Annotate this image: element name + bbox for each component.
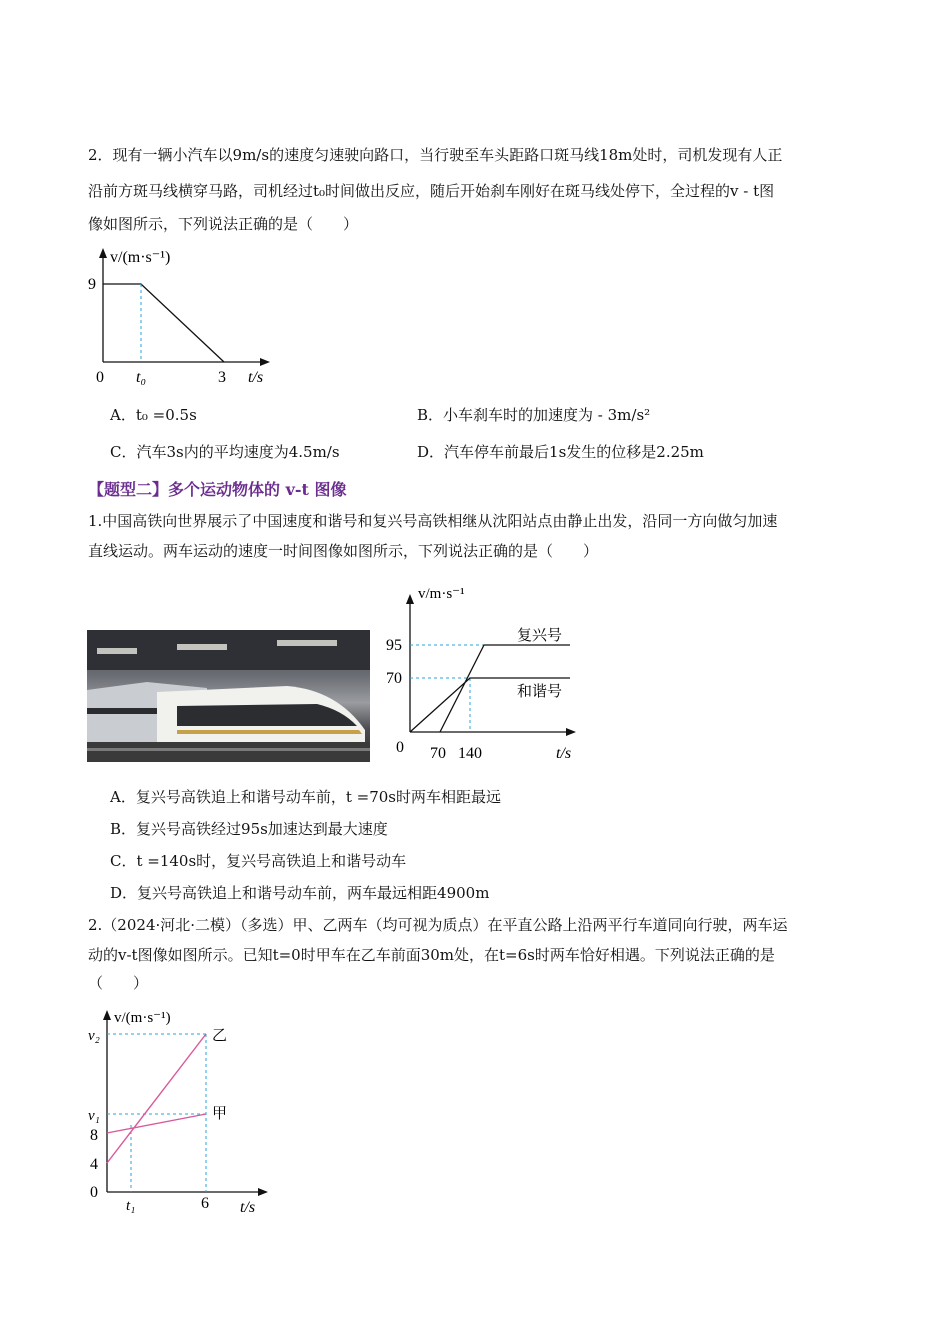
cars-ytick-8: 8 — [90, 1127, 98, 1144]
q2-option-b[interactable]: B．小车刹车时的加速度为 - 3m/s² — [417, 406, 651, 424]
q2-y-arrow — [99, 248, 107, 258]
q2-1-option-a[interactable]: A．复兴号高铁追上和谐号动车前，t =70s时两车相距最远 — [110, 788, 501, 806]
trains-vt-graph — [380, 580, 590, 770]
q2-1-option-c[interactable]: C．t =140s时，复兴号高铁追上和谐号动车 — [110, 852, 407, 870]
cars-jia-line — [107, 1114, 206, 1133]
cars-xlabel: t/s — [240, 1199, 256, 1216]
train-illustration — [87, 630, 370, 762]
q2-xtick-3: 3 — [218, 369, 226, 386]
q2-ylabel: v/(m·s⁻¹) — [110, 249, 171, 266]
cars-ytick-v2: v₂ — [88, 1028, 100, 1044]
trains-label-fuxing: 复兴号 — [517, 628, 563, 644]
trains-label-hexie: 和谐号 — [517, 684, 563, 700]
q2-2-text-line3: （ ） — [88, 974, 149, 992]
q2-2-text-line2: 动的v-t图像如图所示。已知t=0时甲车在乙车前面30m处，在t=6s时两车恰好相遇。下列说法正确的是 — [88, 946, 775, 964]
q2-text-line2: 沿前方斑马线横穿马路，司机经过t₀时间做出反应，随后开始刹车刚好在斑马线处停下，全过程的v - t图 — [88, 182, 775, 200]
trains-xtick-140: 140 — [458, 745, 482, 762]
q2-vt-graph — [80, 240, 280, 390]
cars-xtick-6: 6 — [201, 1195, 209, 1212]
q2-x-arrow — [260, 358, 270, 366]
q2-option-a[interactable]: A．t₀ =0.5s — [110, 406, 197, 424]
cars-y-arrow — [103, 1010, 111, 1020]
cars-vt-graph — [80, 1000, 280, 1220]
section-heading: 【题型二】多个运动物体的 v-t 图像 — [88, 480, 347, 499]
trains-ytick-70: 70 — [386, 670, 402, 687]
cars-ytick-v1: v₁ — [88, 1108, 100, 1124]
q2-2-text-line1: 2.（2024·河北·二模）（多选）甲、乙两车（均可视为质点）在平直公路上沿两平行车道同向行驶，两车运 — [88, 916, 788, 934]
q2-option-d[interactable]: D．汽车停车前最后1s发生的位移是2.25m — [417, 443, 704, 461]
cars-origin: 0 — [90, 1184, 98, 1201]
q2-1-text-line1: 1.中国高铁向世界展示了中国速度和谐号和复兴号高铁相继从沈阳站点由静止出发，沿同一方向做匀加速 — [88, 512, 778, 530]
q2-ytick-9: 9 — [88, 276, 96, 293]
cars-label-yi: 乙 — [212, 1028, 228, 1044]
q2-origin: 0 — [96, 369, 104, 386]
trains-origin: 0 — [396, 739, 404, 756]
trains-xlabel: t/s — [556, 745, 572, 762]
cars-ytick-4: 4 — [90, 1156, 98, 1173]
trains-xtick-70: 70 — [430, 745, 446, 762]
q2-1-option-b[interactable]: B．复兴号高铁经过95s加速达到最大速度 — [110, 820, 388, 838]
q2-text-line3: 像如图所示，下列说法正确的是（ ） — [88, 215, 359, 233]
cars-ylabel: v/(m·s⁻¹) — [114, 1010, 171, 1026]
train-photo — [87, 630, 370, 762]
q2-1-option-d[interactable]: D．复兴号高铁追上和谐号动车前，两车最远相距4900m — [110, 884, 490, 902]
trains-ylabel: v/m·s⁻¹ — [418, 586, 465, 602]
cars-x-arrow — [258, 1188, 268, 1196]
cars-xtick-t1: t₁ — [126, 1198, 136, 1214]
q2-1-text-line2: 直线运动。两车运动的速度一时间图像如图所示，下列说法正确的是（ ） — [88, 542, 599, 560]
q2-xlabel: t/s — [248, 369, 264, 386]
trains-ytick-95: 95 — [386, 637, 402, 654]
q2-option-c[interactable]: C．汽车3s内的平均速度为4.5m/s — [110, 443, 340, 461]
trains-y-arrow — [406, 594, 414, 604]
trains-x-arrow — [566, 728, 576, 736]
cars-label-jia: 甲 — [212, 1106, 228, 1122]
q2-text-line1: 2．现有一辆小汽车以9m/s的速度匀速驶向路口，当行驶至车头距路口斑马线18m处时，司机发现有人正 — [88, 146, 783, 164]
q2-xtick-t0: t₀ — [136, 369, 147, 386]
q2-graph-line — [103, 284, 224, 362]
cars-yi-line — [107, 1034, 206, 1163]
